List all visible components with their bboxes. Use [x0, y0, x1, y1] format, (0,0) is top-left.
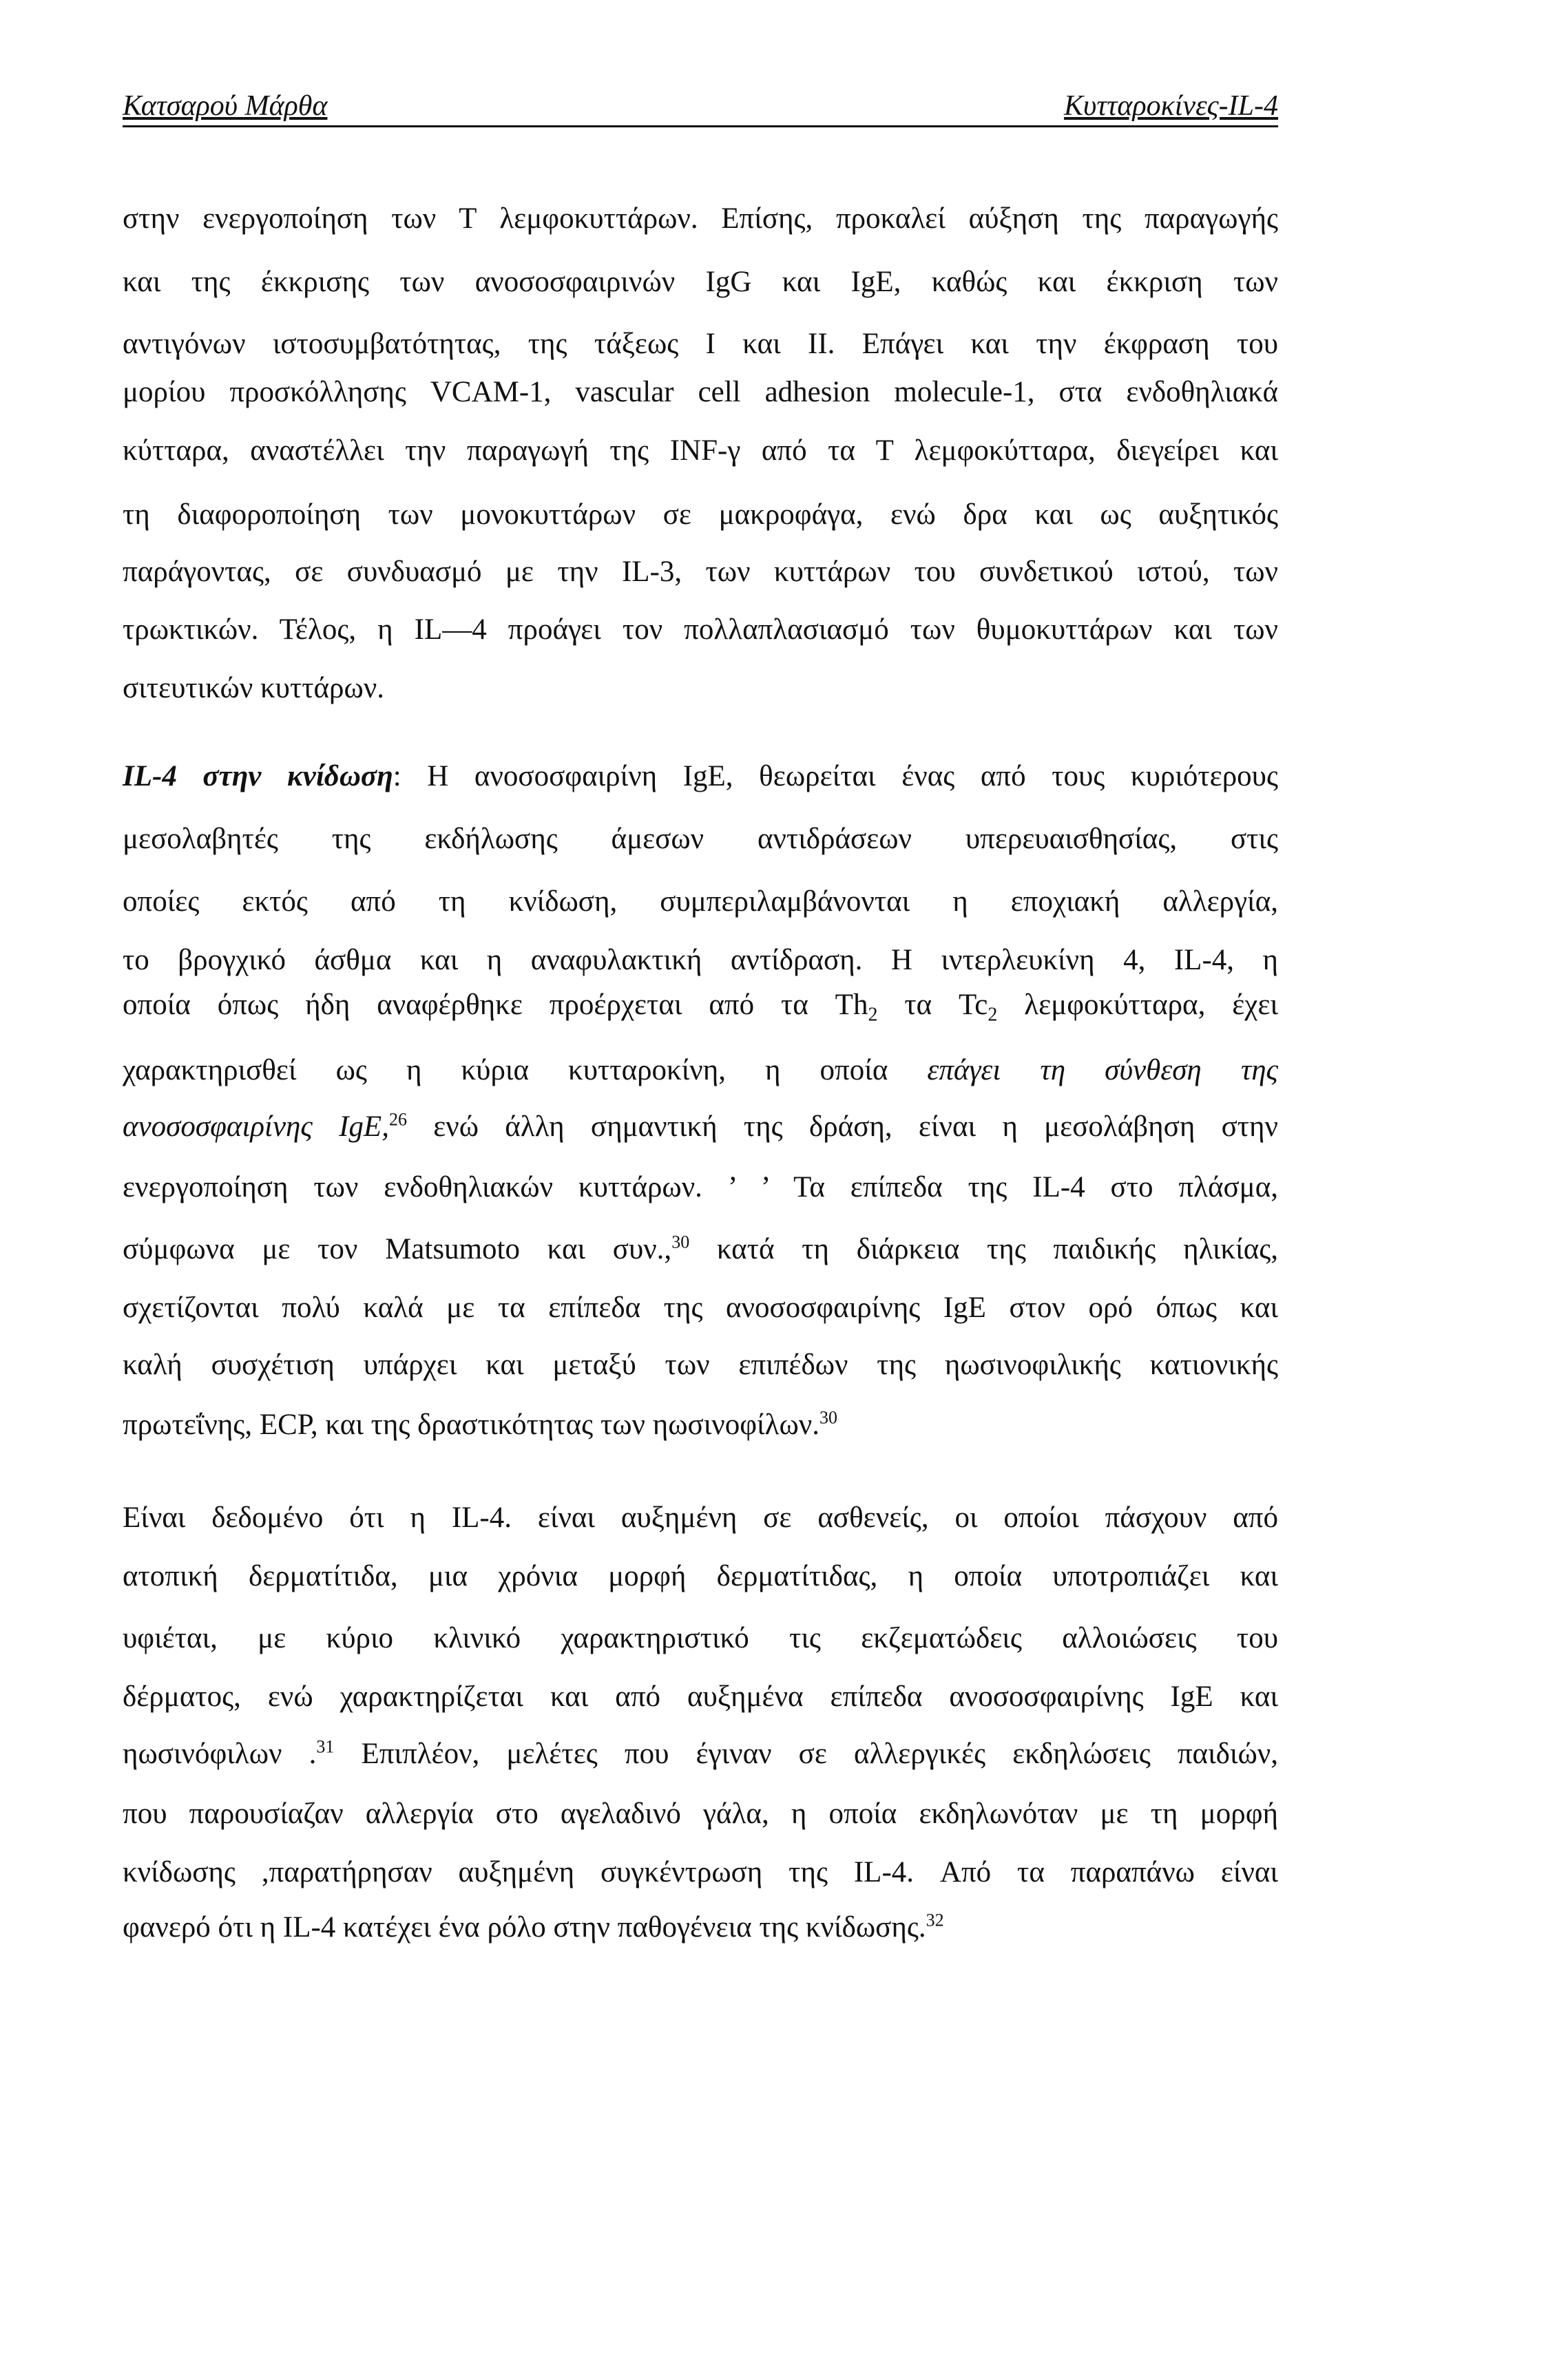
text-line: σιτευτικών κυττάρων.	[123, 672, 385, 704]
page-header	[123, 83, 1278, 127]
text-line: σύμφωνα με τον Matsumoto και συν.,$^{30}$ κατά τη διάρκεια της παιδικής ηλικίας,	[123, 1232, 1279, 1265]
text-line: οποία όπως ήδη αναφέρθηκε προέρχεται από τα $Th_2$ τα $Tc_2$ λεμφοκύτταρα, έχει	[123, 989, 1278, 1026]
text-line: ατοπική δερματίτιδα, μια χρόνια μορφή δερματίτιδας, η οποία υποτροπιάζει και	[123, 1560, 1278, 1592]
text-line: στην ενεργοποίηση των Τ λεμφοκυττάρων. Επίσης, προκαλεί αύξηση της παραγωγής	[123, 202, 1278, 235]
text-line: χαρακτηρισθεί ως η κύρια κυτταροκίνη, η οποία επάγει τη σύνθεση της	[123, 1054, 1278, 1086]
text-line: και της έκκρισης των ανοσοσφαιρινών IgG και IgE, καθώς και έκκριση των	[123, 266, 1278, 298]
section-heading: IL-4 στην κνίδωση	[123, 760, 393, 792]
text-line: τρωκτικών. Τέλος, η IL—4 προάγει τον πολλαπλασιασμό των θυμοκυττάρων και των	[123, 613, 1278, 646]
text-line: μεσολαβητές της εκδήλωσης άμεσων αντιδράσεων υπερευαισθησίας, στις	[123, 823, 1278, 855]
text-line: παράγοντας, σε συνδυασμό με την IL-3, των κυττάρων του συνδετικού ιστού, των	[123, 556, 1278, 588]
header-author: Κατσαρού Μάρθα	[123, 90, 328, 122]
text-line: που παρουσίαζαν αλλεργία στο αγελαδινό γάλα, η οποία εκδηλωνόταν με τη μορφή	[123, 1798, 1278, 1830]
text-line: IL-4 στην κνίδωση: Η ανοσοσφαιρίνη IgE, θεωρείται ένας από τους κυριότερους	[123, 760, 1278, 792]
text-line: Είναι δεδομένο ότι η IL-4. είναι αυξημένη σε ασθενείς, οι οποίοι πάσχουν από	[123, 1502, 1278, 1534]
text-line: μορίου προσκόλλησης VCAM-1, vascular cell adhesion molecule-1, στα ενδοθηλιακά	[123, 376, 1278, 408]
text-line: ηωσινόφιλων .$^{31}$ Επιπλέον, μελέτες που έγιναν σε αλλεργικές εκδηλώσεις παιδιών,	[123, 1736, 1278, 1770]
text-line: καλή συσχέτιση υπάρχει και μεταξύ των επιπέδων της ηωσινοφιλικής κατιονικής	[123, 1349, 1278, 1381]
text-line: πρωτεΐνης, ECP, και της δραστικότητας των ηωσινοφίλων.$^{30}$	[123, 1407, 837, 1441]
text-line: οποίες εκτός από τη κνίδωση, συμπεριλαμβάνονται η εποχιακή αλλεργία,	[123, 885, 1278, 918]
text-line: φανερό ότι η IL-4 κατέχει ένα ρόλο στην παθογένεια της κνίδωσης.$^{32}$	[123, 1910, 944, 1944]
text-line: ενεργοποίηση των ενδοθηλιακών κυττάρων. ’ ’ Τα επίπεδα της IL-4 στο πλάσμα,	[123, 1171, 1278, 1203]
text-line: ανοσοσφαιρίνης IgE,$^{26}$ ενώ άλλη σημαντική της δράση, είναι η μεσολάβηση στην	[123, 1109, 1278, 1143]
text-line: δέρματος, ενώ χαρακτηρίζεται και από αυξημένα επίπεδα ανοσοσφαιρίνης IgE και	[123, 1681, 1278, 1713]
header-topic: Κυτταροκίνες-IL-4	[1064, 90, 1278, 122]
text-line: το βρογχικό άσθμα και η αναφυλακτική αντίδραση. Η ιντερλευκίνη 4, IL-4, η	[123, 944, 1278, 976]
text-line: αντιγόνων ιστοσυμβατότητας, της τάξεως Ι και II. Επάγει και την έκφραση του	[123, 328, 1278, 360]
text-line: κνίδωσης ,παρατήρησαν αυξημένη συγκέντρωση της IL-4. Από τα παραπάνω είναι	[123, 1856, 1278, 1888]
text-line: σχετίζονται πολύ καλά με τα επίπεδα της ανοσοσφαιρίνης IgE στον ορό όπως και	[123, 1292, 1278, 1324]
text-line: κύτταρα, αναστέλλει την παραγωγή της INF-γ από τα Τ λεμφοκύτταρα, διεγείρει και	[123, 434, 1278, 467]
text-line: τη διαφοροποίηση των μονοκυττάρων σε μακροφάγα, ενώ δρα και ως αυξητικός	[123, 498, 1278, 531]
text-line: υφιέται, με κύριο κλινικό χαρακτηριστικό τις εκζεματώδεις αλλοιώσεις του	[123, 1622, 1278, 1654]
